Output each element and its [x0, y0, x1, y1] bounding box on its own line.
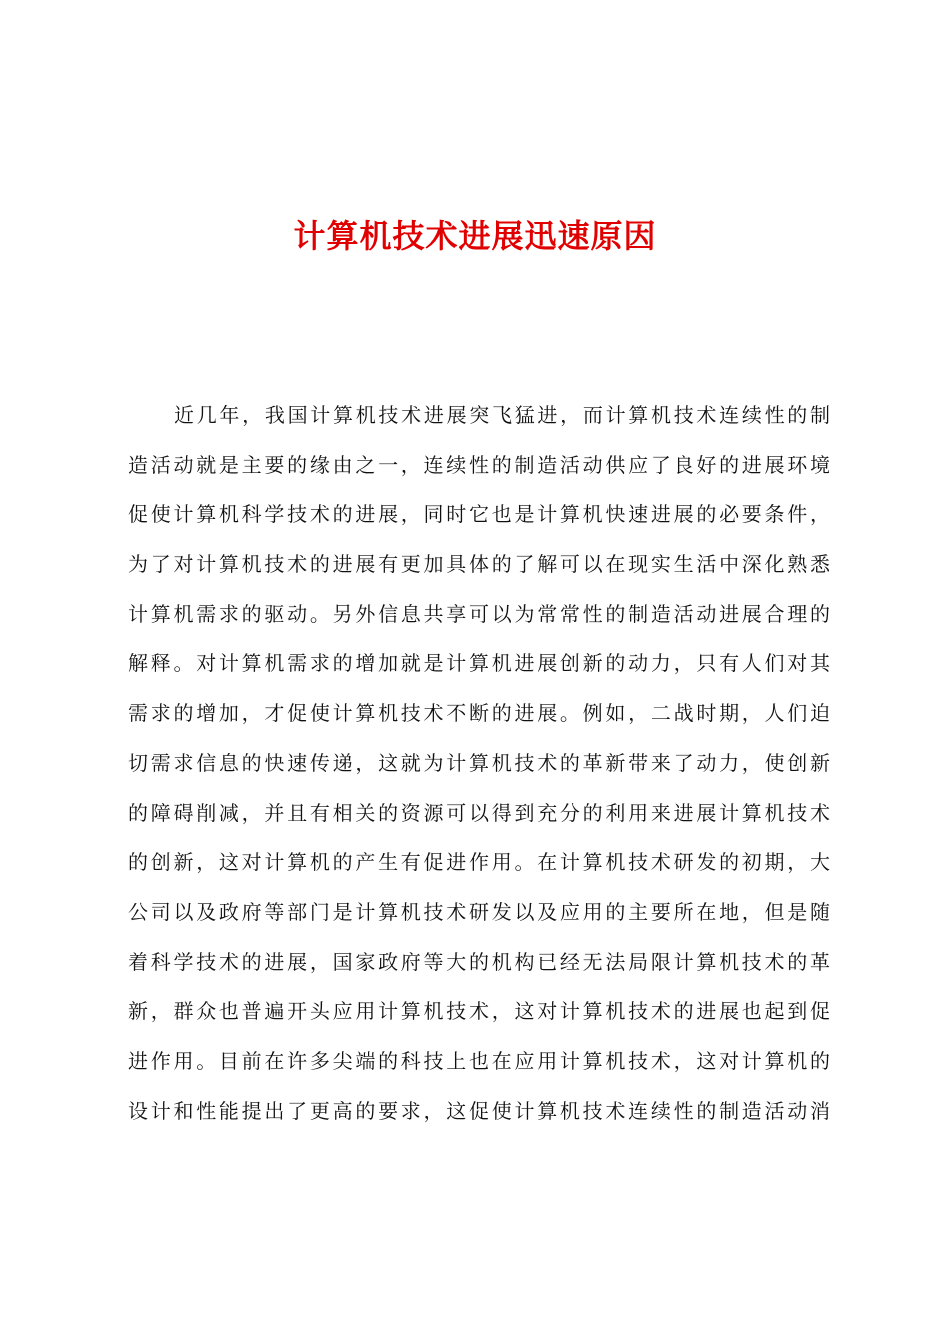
body-line: 计算机需求的驱动。另外信息共享可以为常常性的制造活动进展合理的: [128, 601, 830, 626]
body-line: 公司以及政府等部门是计算机技术研发以及应用的主要所在地，但是随: [128, 899, 830, 924]
body-line: 新，群众也普遍开头应用计算机技术，这对计算机技术的进展也起到促: [128, 999, 830, 1024]
body-line: 解释。对计算机需求的增加就是计算机进展创新的动力，只有人们对其: [128, 651, 830, 676]
body-line: 的创新，这对计算机的产生有促进作用。在计算机技术研发的初期，大: [128, 850, 830, 875]
body-line: 造活动就是主要的缘由之一，连续性的制造活动供应了良好的进展环境: [128, 452, 830, 477]
body-line: 着科学技术的进展，国家政府等大的机构已经无法局限计算机技术的革: [128, 949, 830, 974]
body-line: 促使计算机科学技术的进展，同时它也是计算机快速进展的必要条件，: [128, 502, 830, 527]
body-line: 为了对计算机技术的进展有更加具体的了解可以在现实生活中深化熟悉: [128, 552, 830, 577]
body-line: 切需求信息的快速传递，这就为计算机技术的革新带来了动力，使创新: [128, 750, 830, 775]
body-line: 的障碍削减，并且有相关的资源可以得到充分的利用来进展计算机技术: [128, 800, 830, 825]
body-line: 需求的增加，才促使计算机技术不断的进展。例如，二战时期，人们迫: [128, 701, 830, 726]
body-line: 设计和性能提出了更高的要求，这促使计算机技术连续性的制造活动消: [128, 1098, 830, 1123]
document-title: 计算机技术进展迅速原因: [293, 217, 657, 255]
body-line: 进作用。目前在许多尖端的科技上也在应用计算机技术，这对计算机的: [128, 1048, 830, 1073]
body-line: 近几年，我国计算机技术进展突飞猛进，而计算机技术连续性的制: [174, 403, 830, 427]
body-paragraph: [128, 398, 830, 1143]
